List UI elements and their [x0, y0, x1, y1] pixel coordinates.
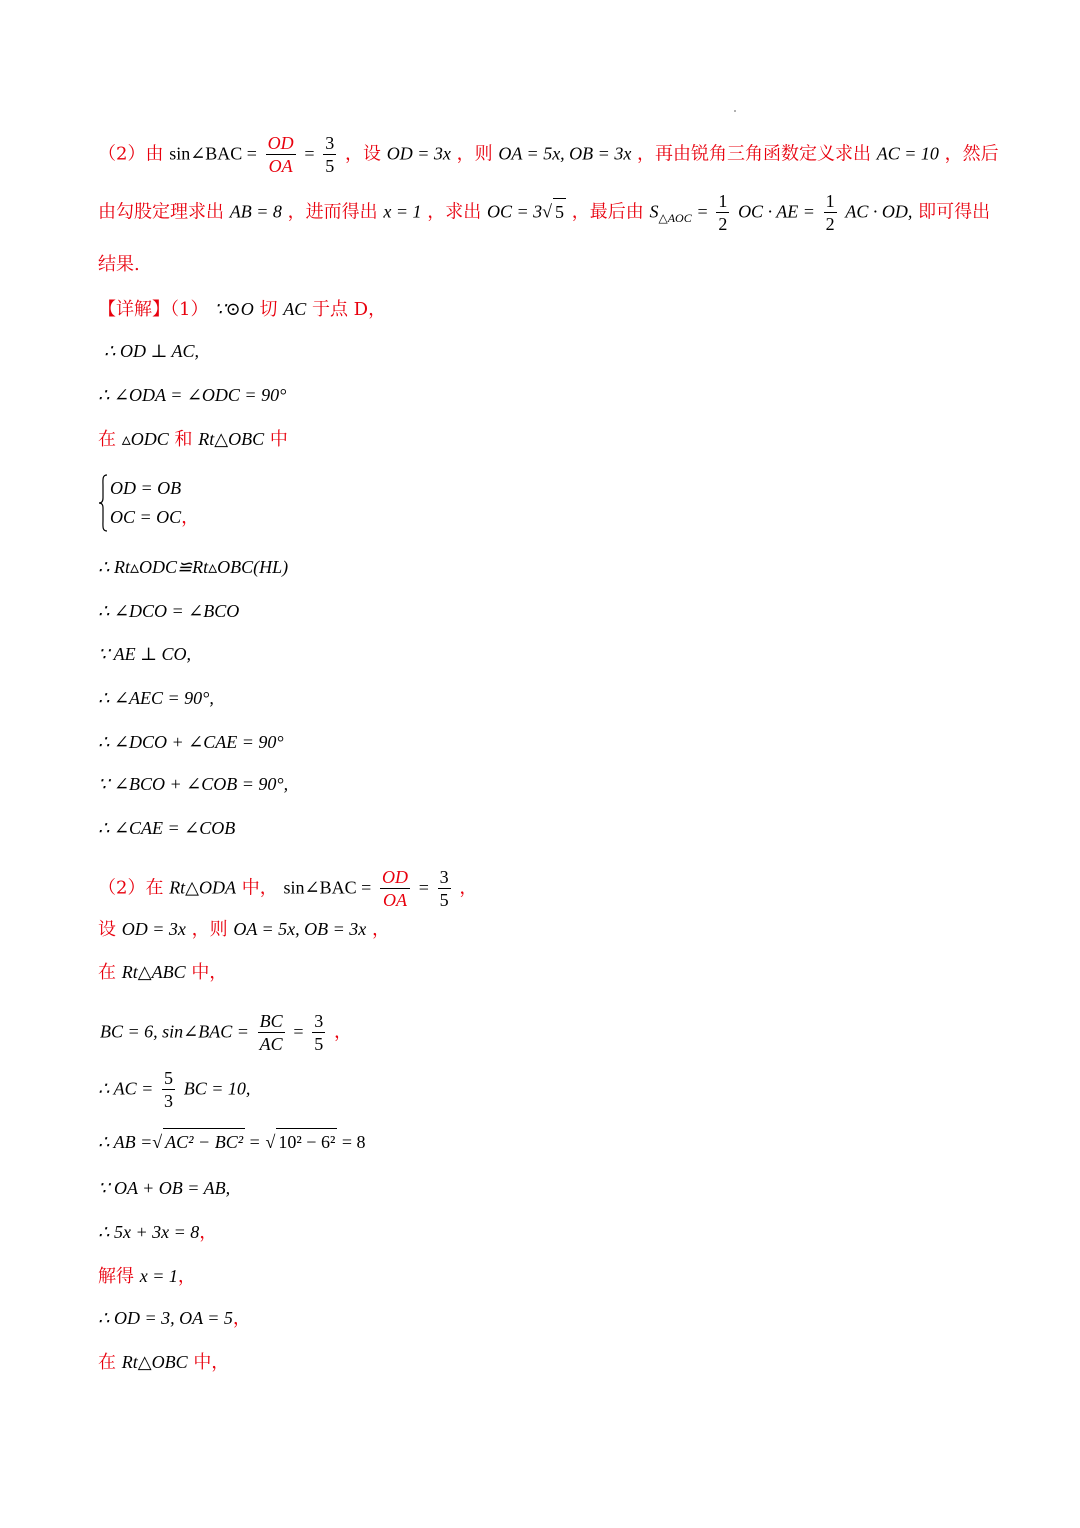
fraction-5-3 [162, 1067, 175, 1112]
part2-line-11 [98, 1349, 229, 1376]
math-oc-oc: OC = OC [110, 507, 182, 527]
text: ，则 [191, 919, 228, 940]
math-ab: AB = 8 [229, 201, 282, 222]
numerator: 3 [325, 133, 335, 153]
numerator: 5 [164, 1068, 174, 1088]
math-ac: AC [283, 299, 307, 319]
math-sin-bac: sin∠BAC = [169, 143, 257, 164]
part2-line-7: ∵ OA + OB = AB, [98, 1178, 231, 1198]
part2-line-5 [98, 1067, 250, 1112]
math-bc-sin: BC = 6, sin∠BAC = [100, 1021, 249, 1042]
analysis-line-3 [98, 252, 140, 278]
sqrt-sign: √ [265, 1132, 276, 1152]
text: 在 [98, 962, 116, 983]
analysis-line-2 [98, 190, 990, 235]
step-aec: ∴ ∠AEC = 90°, [98, 688, 214, 708]
step-triangles [98, 426, 288, 453]
denominator: 3 [164, 1091, 174, 1111]
text: ，求出 [427, 201, 482, 223]
fraction-half [716, 190, 729, 235]
comma: ， [334, 1021, 352, 1043]
math-sin-bac: sin∠BAC = [283, 877, 372, 898]
math-triangle-odc: ▵ODC [121, 429, 169, 449]
numerator: OD [381, 867, 408, 887]
text: 中 [269, 429, 288, 450]
sqrt-sign: √ [542, 201, 552, 222]
text: （2）由 [98, 143, 164, 165]
equals: = [418, 877, 429, 898]
denominator: 5 [314, 1034, 324, 1054]
system-eq-1: OD = OB [110, 478, 182, 498]
text: （2）在 [98, 877, 164, 899]
part2-line-4 [100, 1010, 352, 1055]
denominator: 2 [718, 214, 728, 234]
comma: ， [199, 1222, 218, 1243]
math-eq-8: = 8 [337, 1132, 366, 1152]
text: 切 [259, 299, 278, 320]
equals: = [293, 1021, 304, 1042]
text: 结果. [98, 254, 140, 275]
numerator: OD [267, 133, 294, 153]
step-cae-cob: ∴ ∠CAE = ∠COB [98, 818, 236, 838]
math-oc: OC = 3 [486, 201, 543, 222]
math-circle-o: ∵⊙O [214, 299, 254, 319]
text: 由勾股定理求出 [98, 201, 224, 223]
math-oa-ob: OA = 5x, OB = 3x [233, 919, 367, 939]
text: ，进而得出 [287, 201, 378, 223]
part2-line-3 [98, 959, 227, 986]
sqrt-radicand: 10² − 6² [276, 1128, 337, 1155]
equals: = [304, 143, 315, 164]
math-triangle-abc: Rt△ABC [121, 962, 186, 982]
equals: = [245, 1132, 260, 1152]
fraction-half [824, 190, 837, 235]
text: 设 [98, 919, 116, 940]
numerator: BC [259, 1011, 283, 1031]
part2-line-8 [98, 1219, 217, 1246]
text: 即可得出 [918, 201, 991, 223]
part2-line-10 [98, 1305, 251, 1332]
step-dco-cae: ∴ ∠DCO + ∠CAE = 90° [98, 732, 284, 752]
equals: = [697, 201, 708, 222]
step-congruent: ∴ Rt▵ODC≌Rt▵OBC(HL) [98, 557, 289, 577]
denominator: 2 [825, 214, 835, 234]
denominator: AC [259, 1034, 283, 1054]
fraction-od-oa [380, 866, 410, 911]
fraction-3-5 [312, 1010, 325, 1055]
denominator: 5 [439, 890, 449, 910]
comma: ， [232, 1308, 251, 1329]
fraction-3-5 [323, 132, 336, 177]
math-od: OD = 3x [121, 919, 186, 939]
text: 在 [98, 429, 116, 450]
math-x: x = 1 [383, 201, 422, 222]
text: 在 [98, 1352, 116, 1373]
part2-line-9 [98, 1263, 196, 1290]
math-od: OD = 3x [386, 143, 451, 164]
text: ，然后 [944, 143, 999, 165]
analysis-line-1 [98, 132, 999, 177]
part2-line-2 [98, 916, 390, 943]
math-triangle-obc: Rt△OBC [198, 429, 265, 449]
text: ，设 [345, 143, 382, 165]
text: 于点 D， [311, 299, 387, 320]
math-ac: AC = 10 [876, 143, 939, 164]
sqrt-radicand: AC² − BC² [163, 1128, 245, 1155]
step-dco-bco: ∴ ∠DCO = ∠BCO [98, 601, 240, 621]
step-ae-perp: ∵ AE ⊥ CO, [98, 644, 192, 664]
denominator: OA [268, 156, 293, 176]
math-oc-ae: OC · AE = [738, 201, 815, 222]
sqrt-radicand: 5 [553, 198, 566, 225]
part2-line-6 [98, 1128, 366, 1156]
math-equation: ∴ 5x + 3x = 8 [98, 1222, 200, 1242]
fraction-od-oa [266, 132, 296, 177]
numerator: 1 [718, 191, 728, 211]
comma: ， [181, 507, 200, 528]
subscript-aoc: △AOC [658, 211, 692, 226]
numerator: 1 [825, 191, 835, 211]
brace-icon [98, 474, 108, 532]
math-triangle-oda: Rt△ODA [169, 877, 237, 898]
text: 【详解】（1） [98, 299, 209, 320]
numerator: 3 [439, 867, 449, 887]
denominator: OA [382, 890, 407, 910]
text: ，最后由 [571, 201, 644, 223]
fraction-3-5 [438, 866, 451, 911]
sqrt-sign: √ [152, 1132, 163, 1152]
detail-heading [98, 296, 386, 323]
math-triangle-obc: Rt△OBC [121, 1352, 188, 1372]
system-eq-2 [110, 504, 199, 531]
step-bco-cob: ∵ ∠BCO + ∠COB = 90°, [98, 774, 289, 794]
step-angles-90: ∴ ∠ODA = ∠ODC = 90° [98, 385, 287, 405]
text: 解得 [98, 1266, 134, 1287]
numerator: 3 [314, 1011, 324, 1031]
fraction-bc-ac [258, 1010, 285, 1055]
text: ，则 [456, 143, 493, 165]
math-bc-10: BC = 10, [183, 1078, 251, 1099]
part2-line-1 [98, 866, 477, 911]
text: 和 [174, 429, 193, 450]
text: ，再由锐角三角函数定义求出 [637, 143, 872, 165]
math-x: x = 1 [139, 1266, 178, 1286]
math-ab: ∴ AB = [98, 1132, 153, 1152]
math-ac: ∴ AC = [98, 1078, 154, 1099]
comma: ， [177, 1266, 196, 1287]
text: 中， [193, 1352, 230, 1373]
stray-dot [734, 110, 736, 112]
comma: ， [372, 919, 391, 940]
math-od-oa: ∴ OD = 3, OA = 5 [98, 1308, 233, 1328]
text: 中， [191, 962, 228, 983]
denominator: 5 [325, 156, 335, 176]
text: 中， [241, 877, 278, 899]
comma: ， [459, 877, 478, 899]
math-s: S [649, 201, 659, 222]
math-ac-od: AC · OD, [845, 201, 913, 222]
step-od-perp: ∴ OD ⊥ AC, [104, 341, 200, 361]
math-oa-ob: OA = 5x, OB = 3x [498, 143, 632, 164]
